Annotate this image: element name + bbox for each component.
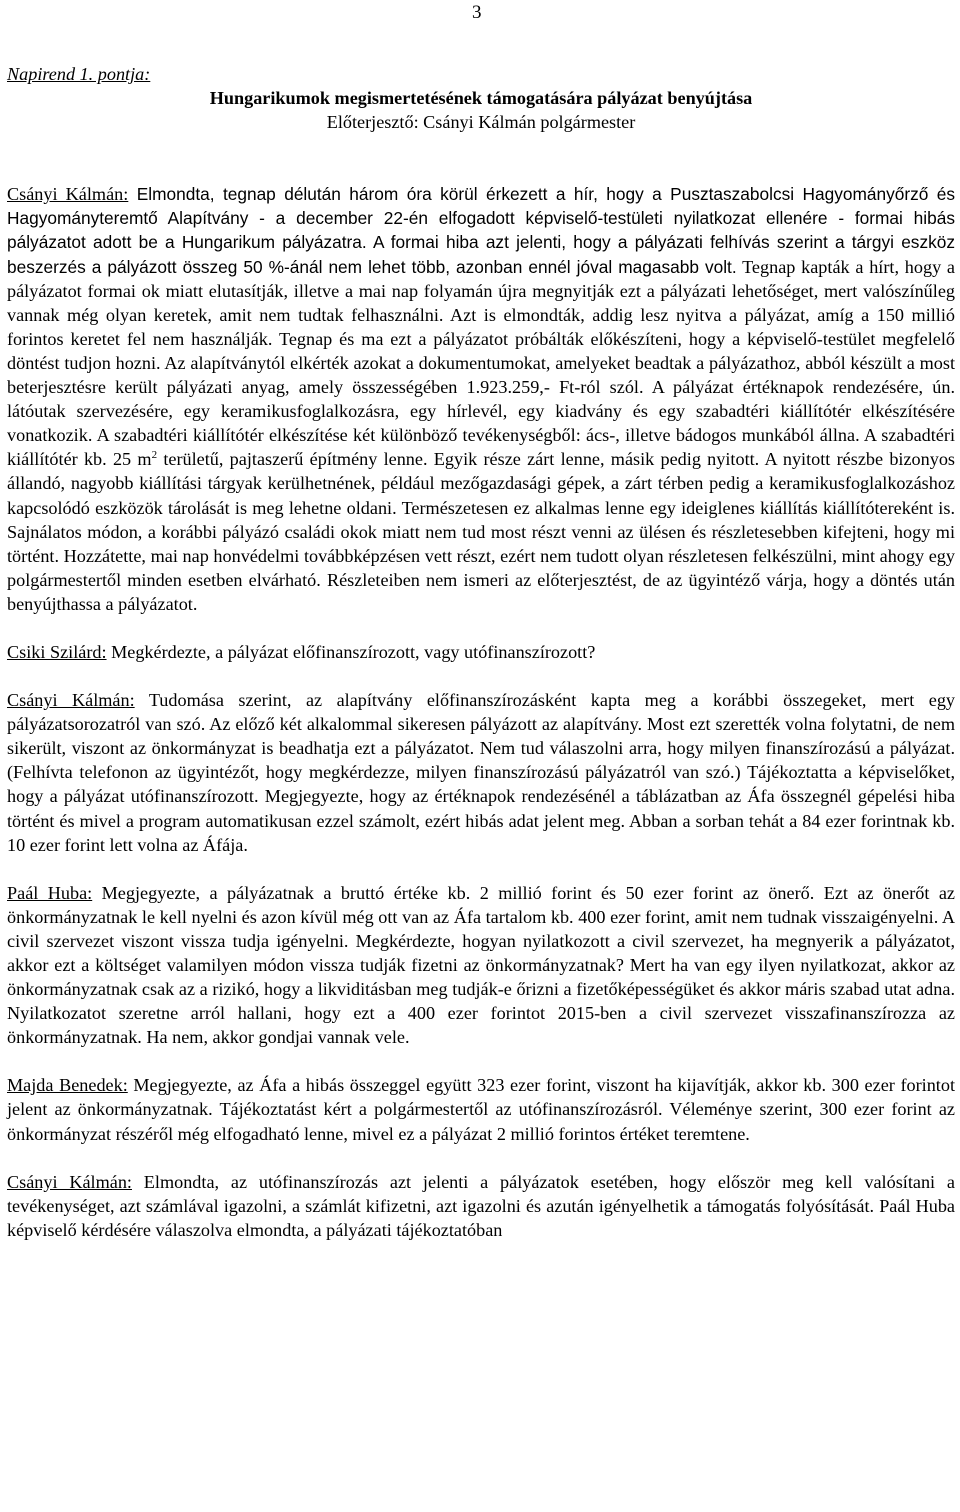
speech-text: Megjegyezte, az Áfa a hibás összeggel együtt 323 ezer forint, viszont ha kijavítják, akkor kb. 300 ezer forintot jelent az önkormányzatnak. Tájékoztatást kért a polgármestertől az utófinanszírozásról. Véleménye szerint, 300 ezer forint az önkormányzat részéről még elfogadható lenne, mivel ez a pályázat 2 millió forintos értéket teremtene. — [7, 1075, 955, 1144]
paragraph-speech-2 — [7, 640, 955, 664]
spacer — [7, 134, 955, 182]
speaker-name: Csányi Kálmán: — [7, 184, 129, 205]
agenda-label: Napirend 1. pontja: — [7, 64, 151, 84]
paragraph-speech-3 — [7, 688, 955, 857]
speech-text: területű, pajtaszerű építmény lenne. Egyik része zárt lenne, másik pedig nyitott. A nyitott részbe bizonyos állandó, nagyobb kiállítási tárgyak kerülhetnének, például mezőgazdasági gépek, a zárt térben pedig a keramikusfoglalkozáshoz kapcsolódó eszközök tárolását is meg lehetne oldani. Természetesen ez alkalmas lenne egy ideiglenes kiállítás kiállítótereként is. Sajnálatos módon, a korábbi pályázó családi okok miatt nem tud most részt venni az ülésen és részletesebben kifejteni, hogy mi történt. Hozzátette, mai nap honvédelmi továbbképzésen vett részt, ezért nem tudott olyan részletesen felkészülni, mint ahogy egy polgármestertől minden esetben elvárható. Részleteiben nem ismeri az előterjesztést, de az ügyintéző várja, hogy a döntés után benyújthassa a pályázatot. — [7, 449, 955, 614]
speaker-name: Csiki Szilárd: — [7, 641, 107, 662]
speaker-name: Majda Benedek: — [7, 1075, 128, 1096]
paragraph-speech-1 — [7, 182, 955, 616]
agenda-title: Hungarikumok megismertetésének támogatására pályázat benyújtása — [209, 88, 753, 109]
speaker-name: Csányi Kálmán: — [7, 690, 135, 711]
paragraph-speech-4 — [7, 881, 955, 1050]
page-number: 3 — [472, 2, 482, 23]
document-body — [7, 62, 955, 1266]
speaker-name: Paál Huba: — [7, 882, 93, 903]
speech-text: Tudomása szerint, az alapítvány előfinanszírozásként kapta meg a korábbi összegeket, mert egy pályázatsorozatról van szó. Az előző két alkalommal sikeresen pályázott az alapítvány. Most ezt szerették volna folytatni, de nem sikerült, viszont az önkormányzat is beadhatja ezt a pályázatot. Nem tud válaszolni arra, hogy milyen finanszírozású a pályázat. (Felhívta telefonon az ügyintézőt, hogy megkérdezze, milyen finanszírozású pályázatról van szó.) Tájékoztatta a képviselőket, hogy a pályázat utófinanszírozott. Megjegyezte, hogy az értéknapok rendezésénél a táblázatban az Áfa összegnél gépelési hiba történt és mivel a program automatikusan ezzel számolt, ezért hibás adat jelent meg. Abban a sorban tehát a 84 ezer forintnak kb. 10 ezer forint lett volna az Áfája. — [7, 690, 956, 855]
presenter-line: Előterjesztő: Csányi Kálmán polgármester — [326, 112, 636, 133]
speech-text: Tegnap kapták a hírt, hogy a pályázatot formai ok miatt elutasítják, illetve a mai nap folyamán újra megnyitják ezt a pályázati lehetőséget, mert valószínűleg vannak még olyan keretek, amit nem tudtak felhasználni. — [7, 256, 955, 325]
speech-text: Megjegyezte, a pályázatnak a bruttó értéke kb. 2 millió forint és 50 ezer forint az önerő. Ezt az önerőt az önkormányzatnak le kell nyelni és azon kívül még ott van az Áfa tartalom kb. 400 ezer forint, amit nem tudnak visszaigényelni. A civil szervezet viszont vissza tudja igényelni. Megkérdezte, hogyan nyilatkozott a civil szervezet, ha megnyerik a pályázatot, akkor ezt a költséget valamilyen módon vissza tudják fizetni az önkormányzatnak? Mert ha van egy ilyen nyilatkozat, akkor az önkormányzatnak csak az a rizikó, hogy a likviditásban meg tudják-e őrizni a fizetőképességüket és akkor máris szabad utat adna. Nyilatkozatot szeretne arról hallani, hogy ezt a 400 ezer forintot 2015-ben a civil szervezet visszafinanszírozza az önkormányzatnak. Ha nem, akkor gondjai vannak vele. — [7, 882, 955, 1048]
paragraph-speech-6 — [7, 1170, 955, 1242]
speech-text: Megkérdezte, a pályázat előfinanszírozott, vagy utófinanszírozott? — [106, 641, 596, 662]
superscript: 2 — [151, 449, 158, 462]
speech-text: Elmondta, az utófinanszírozás azt jelenti a pályázatok esetében, hogy először meg kell valósítani a tevékenységet, azt számlával igazolni, a számlát kifizetni, azt igazolni és azután igényelhetik a támogatás folyósítását. Paál Huba képviselő kérdésére válaszolva elmondta, a pályázati tájékoztatóban — [7, 1171, 956, 1240]
speech-text: Elmondta, tegnap délután három óra körül érkezett a hír, hogy a Pusztaszabolcsi Hagyományőrző és Hagyományteremtő Alapítvány - a december 22-én elfogadott képviselő-testületi nyilatkozat ellenére - formai hibás pályázatot adott be a Hungarikum pályázatra. — [7, 184, 955, 253]
speech-text: Azt is elmondták, addig lesz nyitva a pályázat, amíg a 150 millió forintos keretet fel nem használják. Tegnap és ma ezt a pályázatot próbálták előkészíteni, hogy a képviselő-testület megfelelő döntést tudjon hozni. Az alapítványtól elkérték azokat a dokumentumokat, amelyeket beadtak a pályázathoz, abból készült a most beterjesztésre került pályázati anyag, amely összességében 1.923.259,- Ft-ról szól. A pályázat értéknapok rendezésére, ún. látóutak szervezésére, egy keramikusfoglalkozásra, egy hírlevél, egy kiadvány és egy szabadtéri kiállítótér elkészítésére vonatkozik. A szabadtéri kiállítótér elkészítése két különböző tevékenységből: ács-, illetve bádogos munkából állna. A szabadtéri kiállítótér kb. 25 m — [7, 304, 955, 470]
paragraph-speech-5 — [7, 1073, 955, 1145]
speaker-name: Csányi Kálmán: — [7, 1171, 132, 1192]
speech-text: A formai hiba azt jelenti, hogy a pályázati felhívás szerint a tárgyi eszköz beszerzés a pályázott összeg 50 %-ánál nem lehet több, azonban ennél jóval magasabb volt. — [7, 232, 955, 277]
